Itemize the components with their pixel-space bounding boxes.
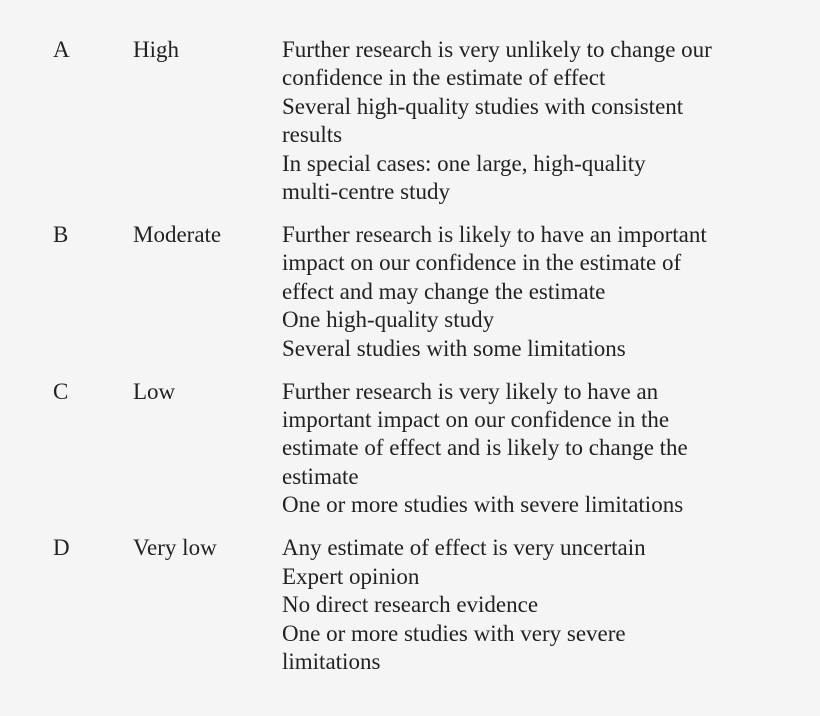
table-row: [0, 36, 820, 206]
description-line: Further research is very unlikely to change our: [282, 37, 712, 62]
quality-level: Very low: [133, 535, 217, 561]
description: [282, 221, 820, 363]
description-line: effect and may change the estimate: [282, 278, 606, 304]
table-row: [0, 378, 820, 520]
description-line: confidence in the estimate of effect: [282, 65, 606, 91]
quality-level: Moderate: [133, 222, 222, 248]
grade-letter: C: [53, 378, 69, 404]
description-line: Several high-quality studies with consistent: [282, 93, 684, 119]
description-line: One or more studies with very severe: [282, 620, 626, 646]
description-line: estimate: [282, 463, 359, 489]
description-line: Any estimate of effect is very uncertain: [282, 535, 646, 561]
description-line: important impact on our confidence in the: [282, 407, 670, 433]
description: [282, 36, 820, 206]
description-line: Further research is likely to have an important: [282, 222, 707, 248]
description-line: Further research is very likely to have an: [282, 378, 659, 404]
description: [282, 378, 820, 520]
description-line: results: [282, 122, 343, 148]
description-line: Several studies with some limitations: [282, 335, 626, 361]
quality-level: Low: [133, 378, 176, 404]
evidence-grade-table: [0, 36, 820, 691]
description-line: estimate of effect and is likely to change the: [282, 435, 688, 461]
description-line: impact on our confidence in the estimate of: [282, 250, 682, 276]
description-line: Expert opinion: [282, 563, 420, 589]
quality-level: High: [133, 37, 179, 62]
table-row: [0, 534, 820, 676]
description-line: limitations: [282, 648, 381, 674]
description-line: One high-quality study: [282, 307, 495, 333]
description-line: One or more studies with severe limitations: [282, 492, 684, 518]
grade-letter: B: [53, 222, 69, 248]
description-line: No direct research evidence: [282, 592, 539, 618]
grade-letter: A: [53, 37, 70, 62]
grade-letter: D: [53, 535, 70, 561]
description-line: In special cases: one large, high-quality: [282, 150, 646, 176]
description-line: multi-centre study: [282, 179, 450, 205]
table-row: [0, 221, 820, 363]
description: [282, 534, 820, 676]
